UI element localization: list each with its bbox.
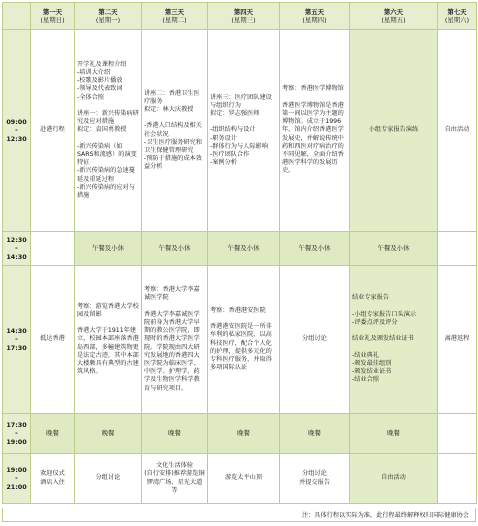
morning-day-2: 开学礼及课程介绍 -培训大介绍 -校歌及影片播放 -领导及代表致词 -全体合照 讲座一：新兴传染病研究及应对措施 拟定：袁国勇教授 -新兴传染病（如SARS和流感）的演变特征 -新兴传染病的急速蔓延及重延过程 -新兴传染病的应对与措施	[75, 30, 142, 232]
lunch-day-5: 午餐及小休	[280, 232, 350, 266]
morning-day-7: 自由活动	[438, 30, 477, 232]
header-row	[3, 3, 477, 30]
night-row	[3, 454, 477, 504]
morning-day-6: 小组专家报告演练	[350, 30, 438, 232]
dinner-row	[3, 414, 477, 454]
dinner-day-6: 晚餐	[350, 414, 438, 454]
header-day-5: 第五天 (星期四)	[280, 3, 350, 30]
lunch-row	[3, 232, 477, 266]
morning-day-4: 讲座三：医疗团队建设与组织行为 拟定：罗志强医师 -组织结构与设计 -职务设计 -群体行为与人际影响 -医疗团队合作 -案例分析	[208, 30, 280, 232]
lunch-day-6: 午餐及小休	[350, 232, 438, 266]
dinner-day-3: 晚餐	[142, 414, 208, 454]
lunch-day-7	[438, 232, 477, 266]
time-noon: 12:30 - 14:30	[3, 232, 31, 266]
night-day-6: 自由活动	[350, 454, 438, 504]
dinner-day-2: 晚餐	[75, 414, 142, 454]
corner-cell	[3, 3, 31, 30]
night-day-5: 分组讨论 并提交报告	[280, 454, 350, 504]
afternoon-day-7: 离港返程	[438, 266, 477, 414]
night-day-1: 欢迎仪式 酒店入住	[31, 454, 75, 504]
afternoon-day-1: 抵达香港	[31, 266, 75, 414]
morning-day-1: 赴港行程	[31, 30, 75, 232]
dinner-day-1: 晚餐	[31, 414, 75, 454]
schedule-table	[2, 2, 477, 504]
time-night: 19:00 - 21:00	[3, 454, 31, 504]
dinner-day-5: 晚餐	[280, 414, 350, 454]
afternoon-row	[3, 266, 477, 414]
afternoon-day-4: 考察：香港港安医院 香港港安医院是一所非牟利的私家医院，以高科技医疗，配合个人化的护理，提供多元化的专科医疗服务，并取得多项国际认证	[208, 266, 280, 414]
afternoon-day-5: 分组讨论	[280, 266, 350, 414]
time-morning: 09:00 - 12:30	[3, 30, 31, 232]
time-afternoon: 14:30 - 17:30	[3, 266, 31, 414]
lunch-day-3: 午餐及小休	[142, 232, 208, 266]
header-day-4: 第四天 (星期三)	[208, 3, 280, 30]
lunch-day-1	[31, 232, 75, 266]
night-day-3: 文化生活体验 (自行安排)推荐游览铜锣湾广场、星光大道等	[142, 454, 208, 504]
lunch-day-2: 午餐及小休	[75, 232, 142, 266]
night-day-7	[438, 454, 477, 504]
header-day-3: 第三天 (星期二)	[142, 3, 208, 30]
morning-day-3: 讲座二：香港卫生医疗服务 拟定：林大庆教授 -香港人口结构及相关社会状况 -卫生医疗服务研究和卫生保健管理研究 -预防于措施的成本效益分析	[142, 30, 208, 232]
afternoon-day-2: 考察：游览香港大学校园及留影 香港大学于1911年建立，校园本部座落香港岛西部，多幢建筑物更是法定古迹，其中本部大楼颇具有典型的古建筑风格。	[75, 266, 142, 414]
lunch-day-4: 午餐及小休	[208, 232, 280, 266]
morning-row	[3, 30, 477, 232]
header-day-7: 第七天 (星期六)	[438, 3, 477, 30]
dinner-day-7	[438, 414, 477, 454]
footnote: 注：具体行程以实际为准，此行程最终解释权归国际健康协会	[2, 508, 476, 522]
time-evening: 17:30 - 19:00	[3, 414, 31, 454]
morning-day-5: 考察：香港医学博物馆 香港医学博物馆是香港第一间以医学为主题的博物馆。成立于1996年，馆内介绍香港医学发展史，并解说传统中药和西医对疗病治疗的不同见解，全面介绍香港医学科学的发展历史。	[280, 30, 350, 232]
header-day-6: 第六天 (星期五)	[350, 3, 438, 30]
afternoon-day-6: 结业专家报告 -小组专家报告口头演示 -评委点评及评分 结业礼及颁发结业证书 -结业典礼 -颁发最佳组别 -颁发结业证书 -结业合照	[350, 266, 438, 414]
afternoon-day-3: 考察：香港大学李嘉诚医学院 香港大学李嘉诚医学院前身为香港大学早期的教公医学院，即现时的香港大学医学院。学院现由四大研究发展地的香港四大医学院为临床医学、中医学、护理学、药学及生物医学科学教育与研究项目。	[142, 266, 208, 414]
header-day-2: 第二天 (星期一)	[75, 3, 142, 30]
dinner-day-4: 晚餐	[208, 414, 280, 454]
night-day-2: 分组讨论	[75, 454, 142, 504]
header-day-1: 第一天 (星期日)	[31, 3, 75, 30]
night-day-4: 游览太平山顶	[208, 454, 280, 504]
